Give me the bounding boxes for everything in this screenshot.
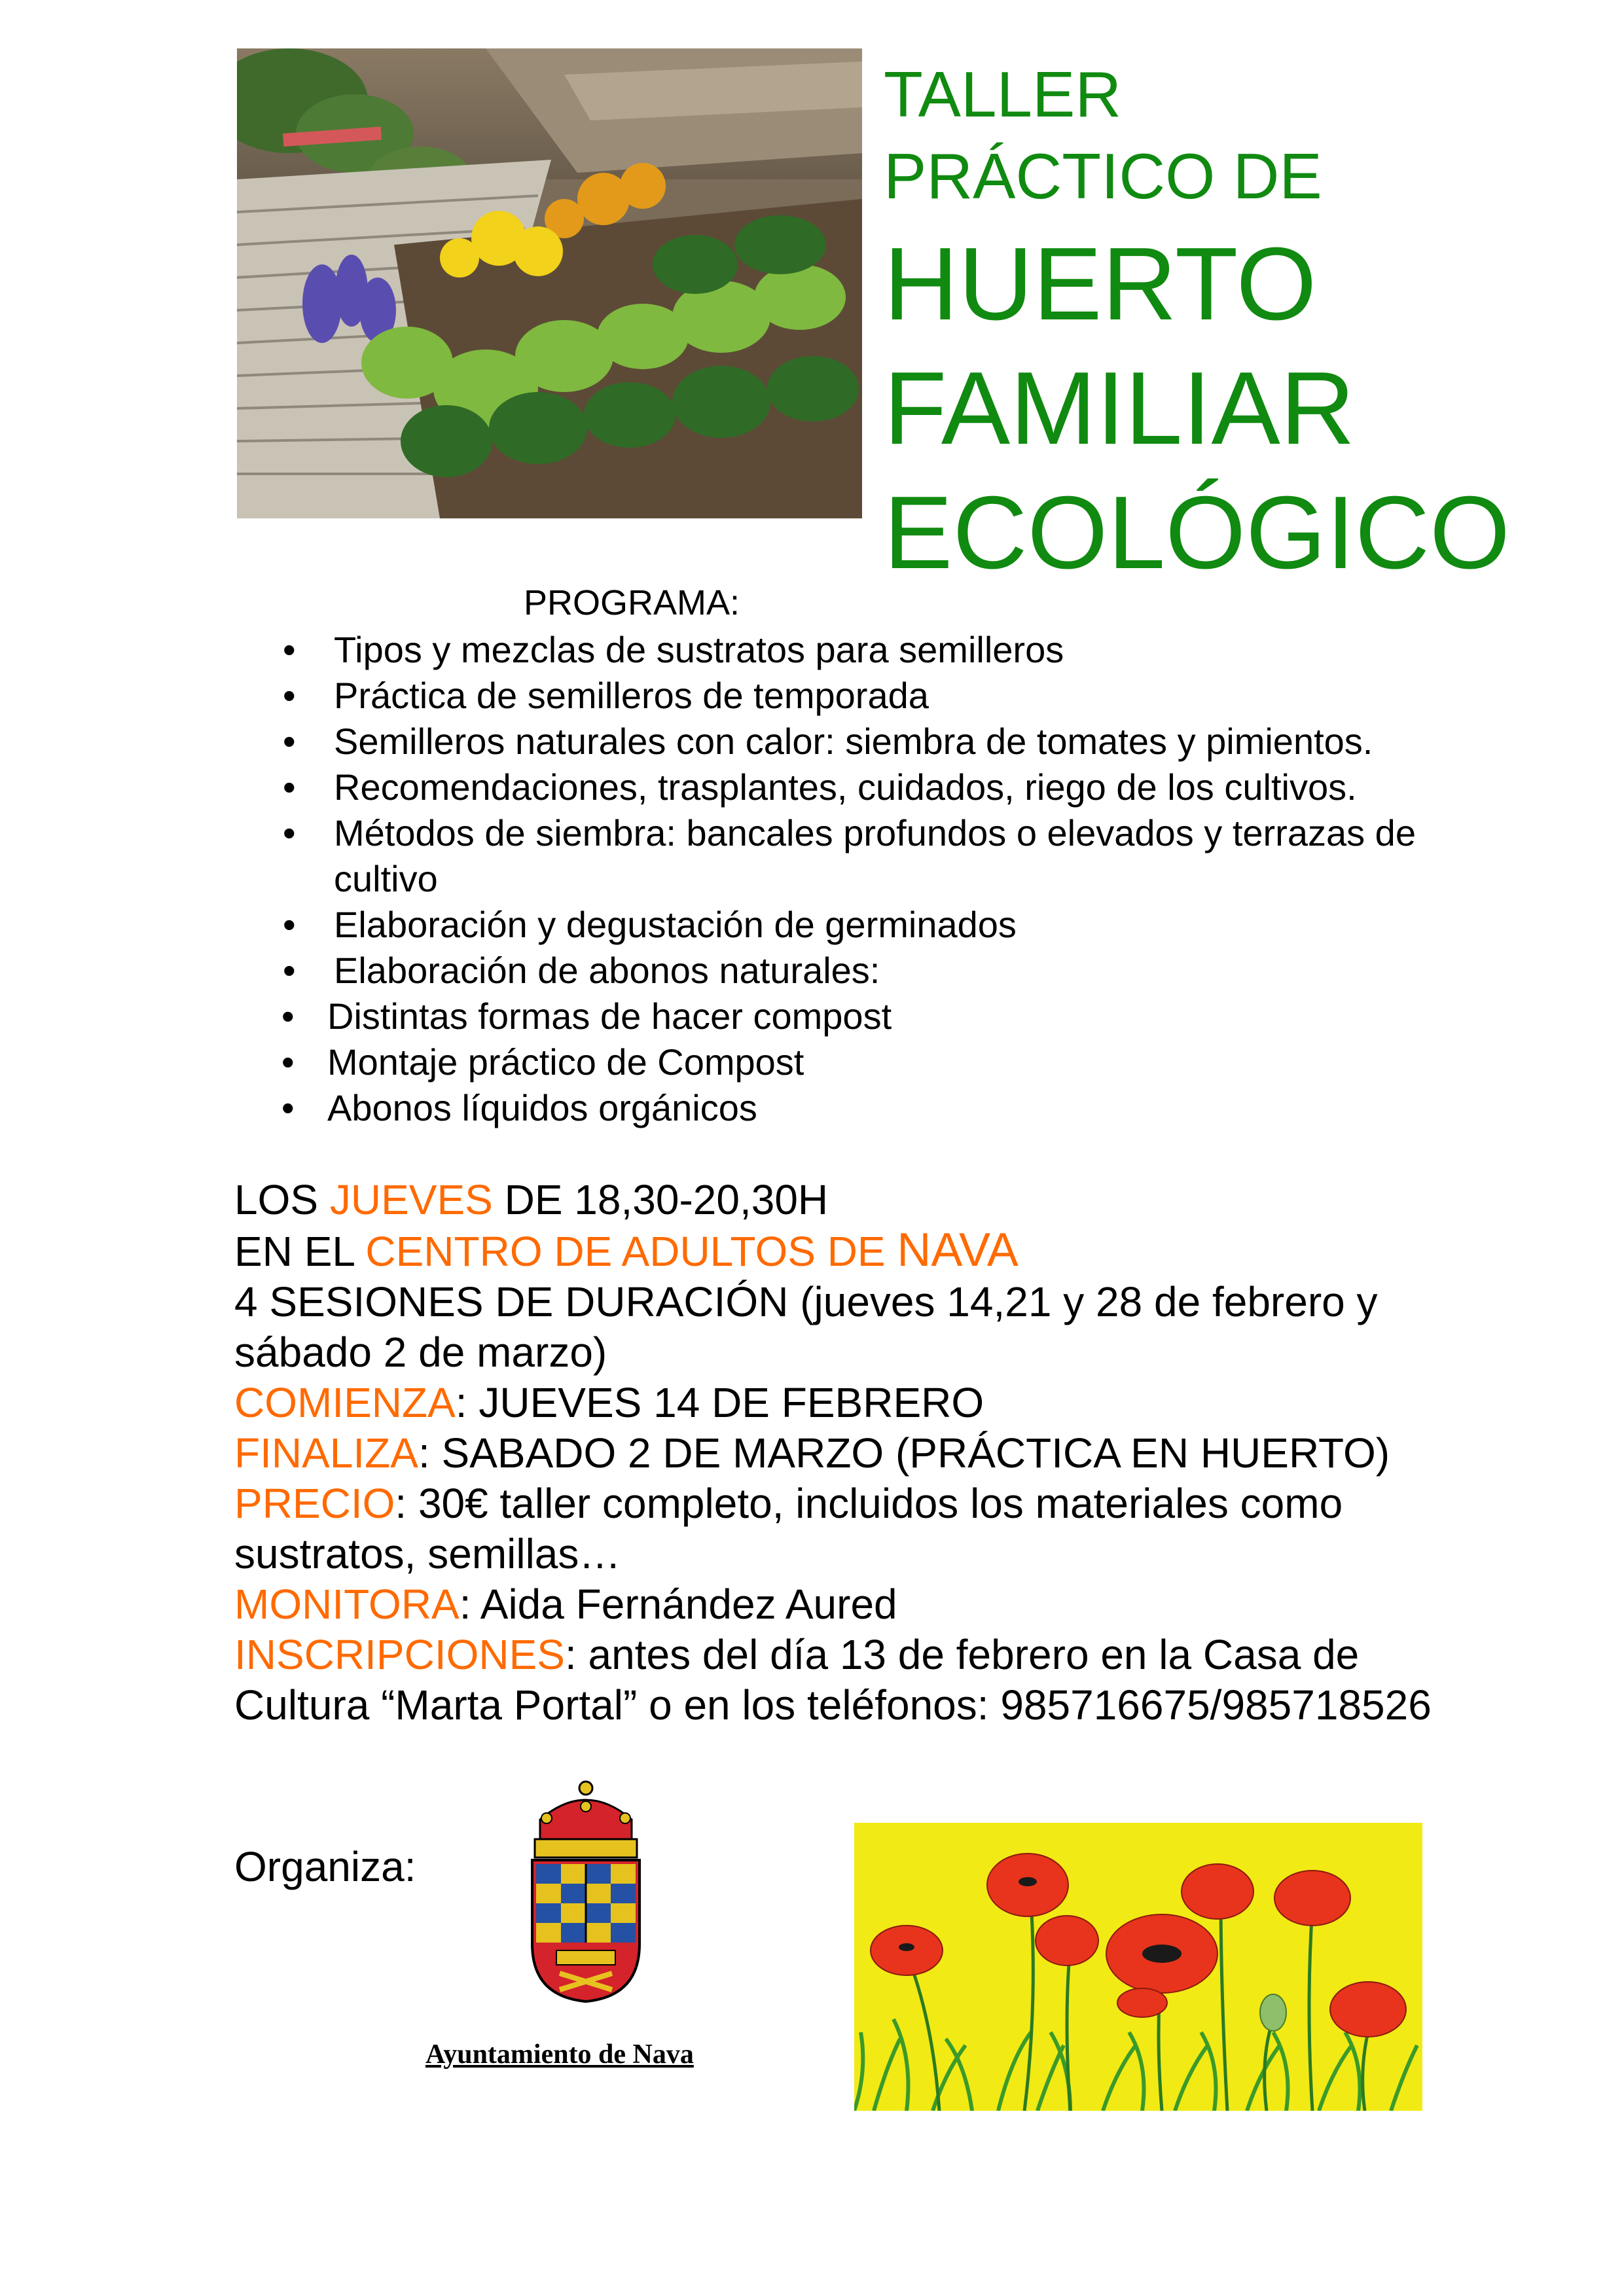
sub-list-item: [281, 1085, 1492, 1131]
start-label: COMIENZA: [234, 1379, 456, 1426]
garden-photo: [237, 48, 862, 518]
list-item: [281, 673, 1492, 719]
end-value: : SABADO 2 DE MARZO (PRÁCTICA EN HUERTO): [418, 1429, 1390, 1477]
list-item-text: Recomendaciones, trasplantes, cuidados, riego de los cultivos.: [334, 766, 1357, 808]
bullet-icon: •: [283, 721, 296, 762]
bullet-icon: •: [283, 812, 296, 853]
monitor-line: [234, 1579, 1550, 1630]
list-item: [281, 810, 1492, 902]
sessions-line: 4 SESIONES DE DURACIÓN (jueves 14,21 y 28 de febrero y: [234, 1278, 1378, 1325]
registration-line: [234, 1630, 1550, 1680]
ayuntamiento-label: Ayuntamiento de Nava: [425, 2039, 694, 2070]
sub-list-item: [281, 994, 1492, 1039]
start-line: [234, 1378, 1550, 1428]
bullet-icon: •: [281, 996, 295, 1037]
coat-of-arms-icon: [520, 1780, 651, 2003]
bullet-icon: •: [283, 629, 296, 670]
list-item-text: Elaboración y degustación de germinados: [334, 904, 1017, 945]
venue-name: CENTRO DE ADULTOS DE: [365, 1228, 897, 1275]
venue-town: NAVA: [897, 1224, 1019, 1276]
poster-title: [884, 58, 1510, 605]
sub-list-item-text: Distintas formas de hacer compost: [327, 996, 892, 1037]
programa-heading: PROGRAMA:: [524, 583, 740, 622]
start-value: : JUEVES 14 DE FEBRERO: [455, 1379, 984, 1426]
abonos-sublist: [281, 994, 1492, 1131]
title-line-huerto: HUERTO: [884, 226, 1317, 342]
bullet-icon: •: [283, 950, 296, 991]
price-label: PRECIO: [234, 1480, 395, 1527]
venue-line: [234, 1225, 1550, 1277]
schedule-time: DE 18,30-20,30H: [492, 1176, 829, 1223]
bullet-icon: •: [283, 904, 296, 945]
title-line-taller: TALLER: [884, 58, 1122, 130]
list-item-text: Tipos y mezclas de sustratos para semilleros: [334, 629, 1064, 670]
list-item-text: Elaboración de abonos naturales:: [334, 950, 880, 991]
list-item-text: Práctica de semilleros de temporada: [334, 675, 929, 716]
list-item: [281, 764, 1492, 810]
bullet-icon: •: [281, 1087, 295, 1128]
title-line-practico: PRÁCTICO DE: [884, 140, 1322, 212]
bullet-icon: •: [283, 766, 296, 808]
registration-line-continued: Cultura “Marta Portal” o en los teléfonos: 985716675/985718526: [234, 1681, 1432, 1729]
registration-label: INSCRIPCIONES: [234, 1631, 565, 1678]
workshop-details: [234, 1175, 1550, 1731]
title-line-ecologico: ECOLÓGICO: [884, 475, 1510, 590]
monitor-label: MONITORA: [234, 1581, 460, 1628]
list-item: [281, 627, 1492, 673]
list-item: [281, 719, 1492, 764]
bullet-icon: •: [283, 675, 296, 716]
schedule-day: JUEVES: [329, 1176, 493, 1223]
list-item-text: Métodos de siembra: bancales profundos o elevados y terrazas de: [334, 812, 1416, 853]
schedule-prefix: LOS: [234, 1176, 330, 1223]
sub-list-item: [281, 1039, 1492, 1085]
sub-list-item-text: Montaje práctico de Compost: [327, 1041, 804, 1083]
end-label: FINALIZA: [234, 1429, 418, 1477]
poppies-illustration: [854, 1823, 1422, 2111]
list-item: [281, 948, 1492, 1131]
monitor-value: : Aida Fernández Aured: [459, 1581, 897, 1628]
price-line-continued: sustratos, semillas…: [234, 1530, 621, 1577]
list-item-text: Semilleros naturales con calor: siembra de tomates y pimientos.: [334, 721, 1373, 762]
programa-list: [281, 627, 1492, 1131]
price-line: [234, 1479, 1550, 1529]
bullet-icon: •: [281, 1041, 295, 1083]
list-item: [281, 902, 1492, 948]
title-line-familiar: FAMILIAR: [884, 351, 1355, 466]
list-item-text-continued: cultivo: [334, 858, 438, 899]
schedule-line: [234, 1175, 1550, 1225]
price-value: : 30€ taller completo, incluidos los materiales como: [395, 1480, 1343, 1527]
sessions-line-continued: sábado 2 de marzo): [234, 1329, 607, 1376]
registration-value: : antes del día 13 de febrero en la Casa de: [564, 1631, 1360, 1678]
end-line: [234, 1428, 1550, 1479]
organiza-label: Organiza:: [234, 1843, 416, 1890]
venue-prefix: EN EL: [234, 1228, 366, 1275]
sub-list-item-text: Abonos líquidos orgánicos: [327, 1087, 757, 1128]
